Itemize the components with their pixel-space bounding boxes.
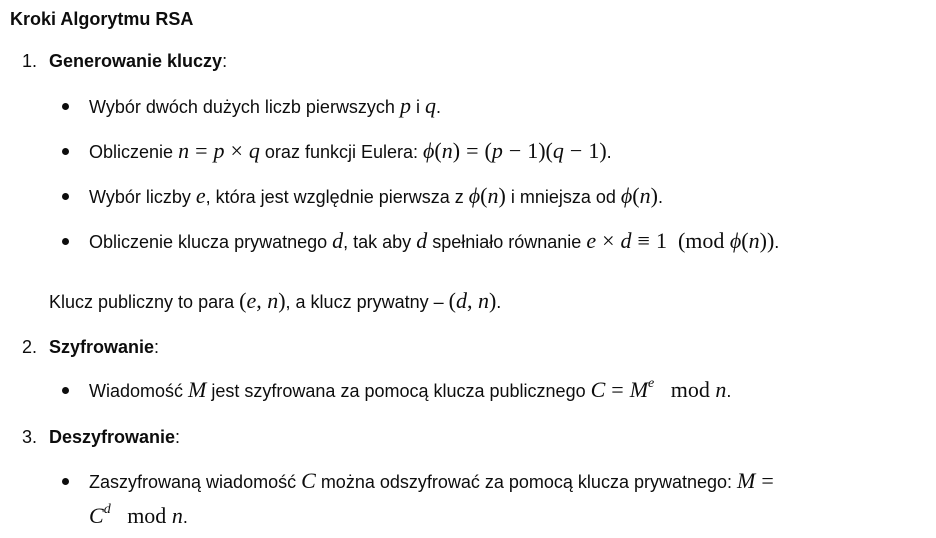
section-heading-text: Szyfrowanie (49, 337, 155, 357)
bullet-text: Wybór dwóch dużych liczb pierwszych (89, 97, 395, 117)
bullet-item: Zaszyfrowaną wiadomość C można odszyfrować za pomocą klucza prywatnego: M = (89, 468, 774, 493)
key-pair-note: Klucz publiczny to para (e, n), a klucz prywatny – (d, n). (49, 288, 502, 313)
bullet-dot (62, 238, 69, 245)
section-heading-text: Deszyfrowanie (49, 427, 176, 447)
bullet-text: spełniało równanie (432, 232, 582, 252)
bullet-text: oraz funkcji Eulera: (264, 142, 418, 162)
bullet-text: Wybór liczby (89, 187, 191, 207)
bullet-text: można odszyfrować za pomocą klucza prywatnego: (320, 472, 733, 492)
bullet-text: Obliczenie klucza prywatnego (89, 232, 328, 252)
note-text: Klucz publiczny to para (49, 292, 235, 312)
section-heading-text: Generowanie kluczy (49, 51, 223, 71)
bullet-text: jest szyfrowana za pomocą klucza publicznego (211, 381, 586, 401)
section-heading-1: Generowanie kluczy: (49, 51, 228, 71)
section-number-2: 2. (22, 337, 38, 357)
bullet-dot (62, 148, 69, 155)
bullet-text: i (415, 97, 420, 117)
bullet-item: Obliczenie klucza prywatnego d, tak aby d spełniało równanie e × d ≡ 1 (mod ϕ(n)). (89, 228, 780, 253)
section-heading-3: Deszyfrowanie: (49, 427, 181, 447)
bullet-item-continuation: $C^d$ mod n. (89, 502, 188, 528)
bullet-text: Obliczenie (89, 142, 174, 162)
section-number-3: 3. (22, 427, 38, 447)
bullet-dot (62, 193, 69, 200)
section-heading-2: Szyfrowanie: (49, 337, 160, 357)
bullet-dot (62, 478, 69, 485)
bullet-item: Wiadomość M jest szyfrowana za pomocą klucza publicznego $C = M^e$ mod n. (89, 376, 732, 402)
bullet-item: Wybór dwóch dużych liczb pierwszych p i q. (89, 93, 442, 118)
bullet-dot (62, 103, 69, 110)
bullet-dot (62, 387, 69, 394)
note-text: , a klucz prywatny – (285, 292, 444, 312)
bullet-text: i mniejsza od (510, 187, 616, 207)
page-title: Kroki Algorytmu RSA (10, 9, 194, 29)
bullet-item: Obliczenie n = p × q oraz funkcji Eulera: ϕ(n) = (p − 1)(q − 1). (89, 138, 612, 163)
bullet-text: , która jest względnie pierwsza z (205, 187, 464, 207)
bullet-text: Wiadomość (89, 381, 184, 401)
bullet-item: Wybór liczby e, która jest względnie pierwsza z ϕ(n) i mniejsza od ϕ(n). (89, 183, 663, 208)
section-number-1: 1. (22, 51, 38, 71)
bullet-text: , tak aby (343, 232, 412, 252)
bullet-text: Zaszyfrowaną wiadomość (89, 472, 297, 492)
